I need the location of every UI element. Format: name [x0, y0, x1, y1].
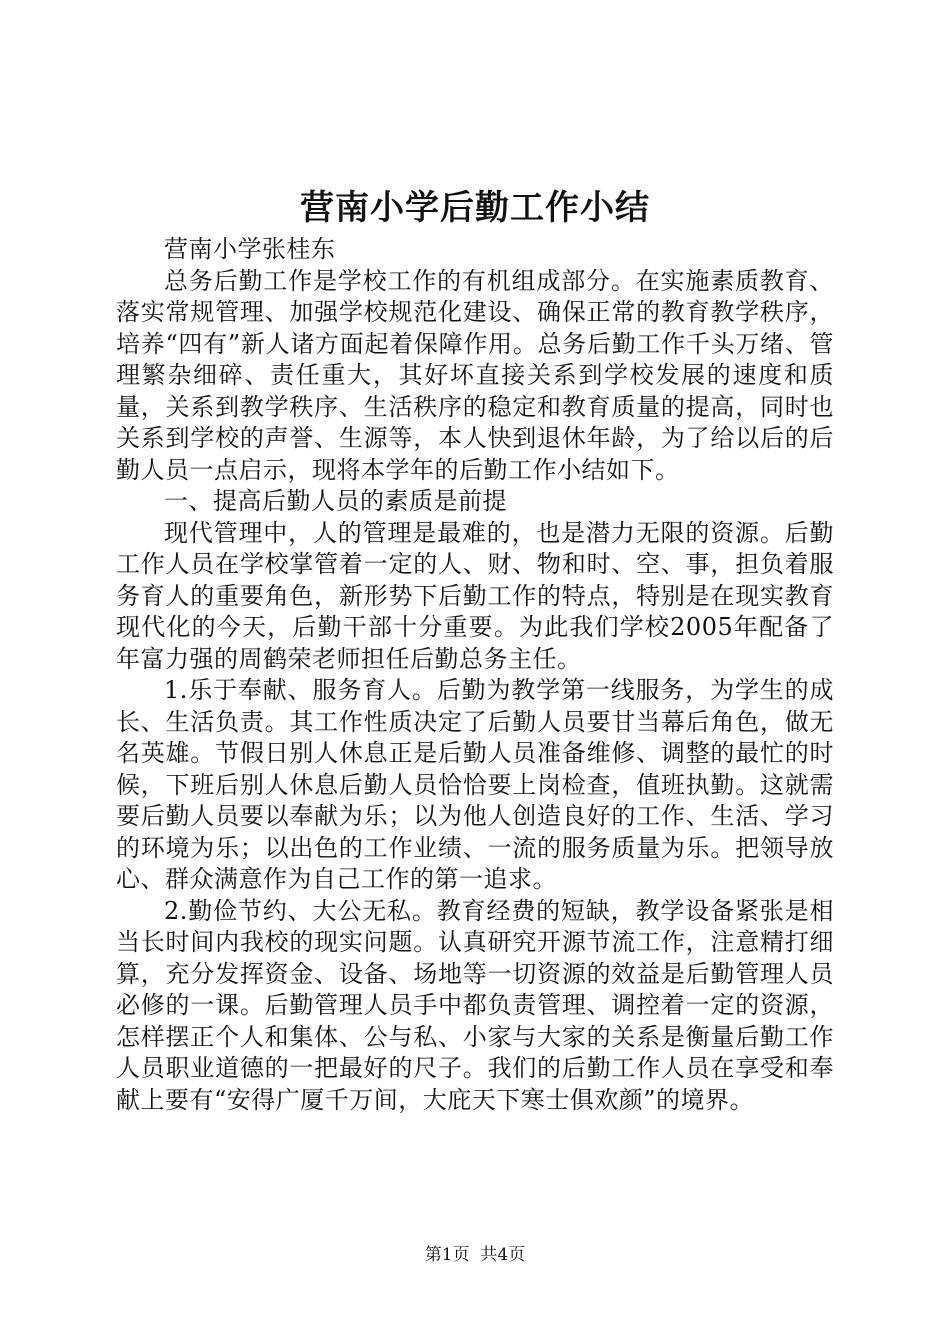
- document-title: 营南小学后勤工作小结: [300, 188, 650, 228]
- document-body: [116, 234, 834, 1116]
- paragraph-intro: 总务后勤工作是学校工作的有机组成部分。在实施素质教育、落实常规管理、加强学校规范化建设、确保正常的教育教学秩序，培养“四有”新人诸方面起着保障作用。总务后勤工作千头万绪、管理繁杂细碎、责任重大，其好坏直接关系到学校发展的速度和质量，关系到教学秩序、生活秩序的稳定和教育质量的提高，同时也关系到学校的声誉、生源等，本人快到退休年龄，为了给以后的后勤人员一点启示，现将本学年的后勤工作小结如下。: [116, 266, 834, 484]
- paragraph-management: 现代管理中，人的管理是最难的，也是潜力无限的资源。后勤工作人员在学校掌管着一定的人、财、物和时、空、事，担负着服务育人的重要角色，新形势下后勤工作的特点，特别是在现实教育现代化的今天，后勤干部十分重要。为此我们学校2005年配备了年富力强的周鹤荣老师担任后勤总务主任。: [116, 518, 834, 673]
- author-line: 营南小学张桂东: [164, 235, 336, 263]
- page-total: 共4页: [480, 1245, 526, 1265]
- section-heading-1: 一、提高后勤人员的素质是前提: [164, 487, 507, 515]
- page-number: 第1页: [424, 1245, 470, 1265]
- page-footer: [0, 1244, 950, 1266]
- paragraph-item-2: 2.勤俭节约、大公无私。教育经费的短缺，教学设备紧张是相当长时间内我校的现实问题。认真研究开源节流工作，注意精打细算，充分发挥资金、设备、场地等一切资源的效益是后勤管理人员必修的一课。后勤管理人员手中都负责管理、调控着一定的资源，怎样摆正个人和集体、公与私、小家与大家的关系是衡量后勤工作人员职业道德的一把最好的尺子。我们的后勤工作人员在享受和奉献上要有“安得广厦千万间，大庇天下寒士俱欢颜”的境界。: [116, 896, 834, 1114]
- paragraph-item-1: 1.乐于奉献、服务育人。后勤为教学第一线服务，为学生的成长、生活负责。其工作性质决定了后勤人员要甘当幕后角色，做无名英雄。节假日别人休息正是后勤人员准备维修、调整的最忙的时候，下班后别人休息后勤人员恰恰要上岗检查，值班执勤。这就需要后勤人员要以奉献为乐；以为他人创造良好的工作、生活、学习的环境为乐；以出色的工作业绩、一流的服务质量为乐。把领导放心、群众满意作为自己工作的第一追求。: [116, 676, 834, 893]
